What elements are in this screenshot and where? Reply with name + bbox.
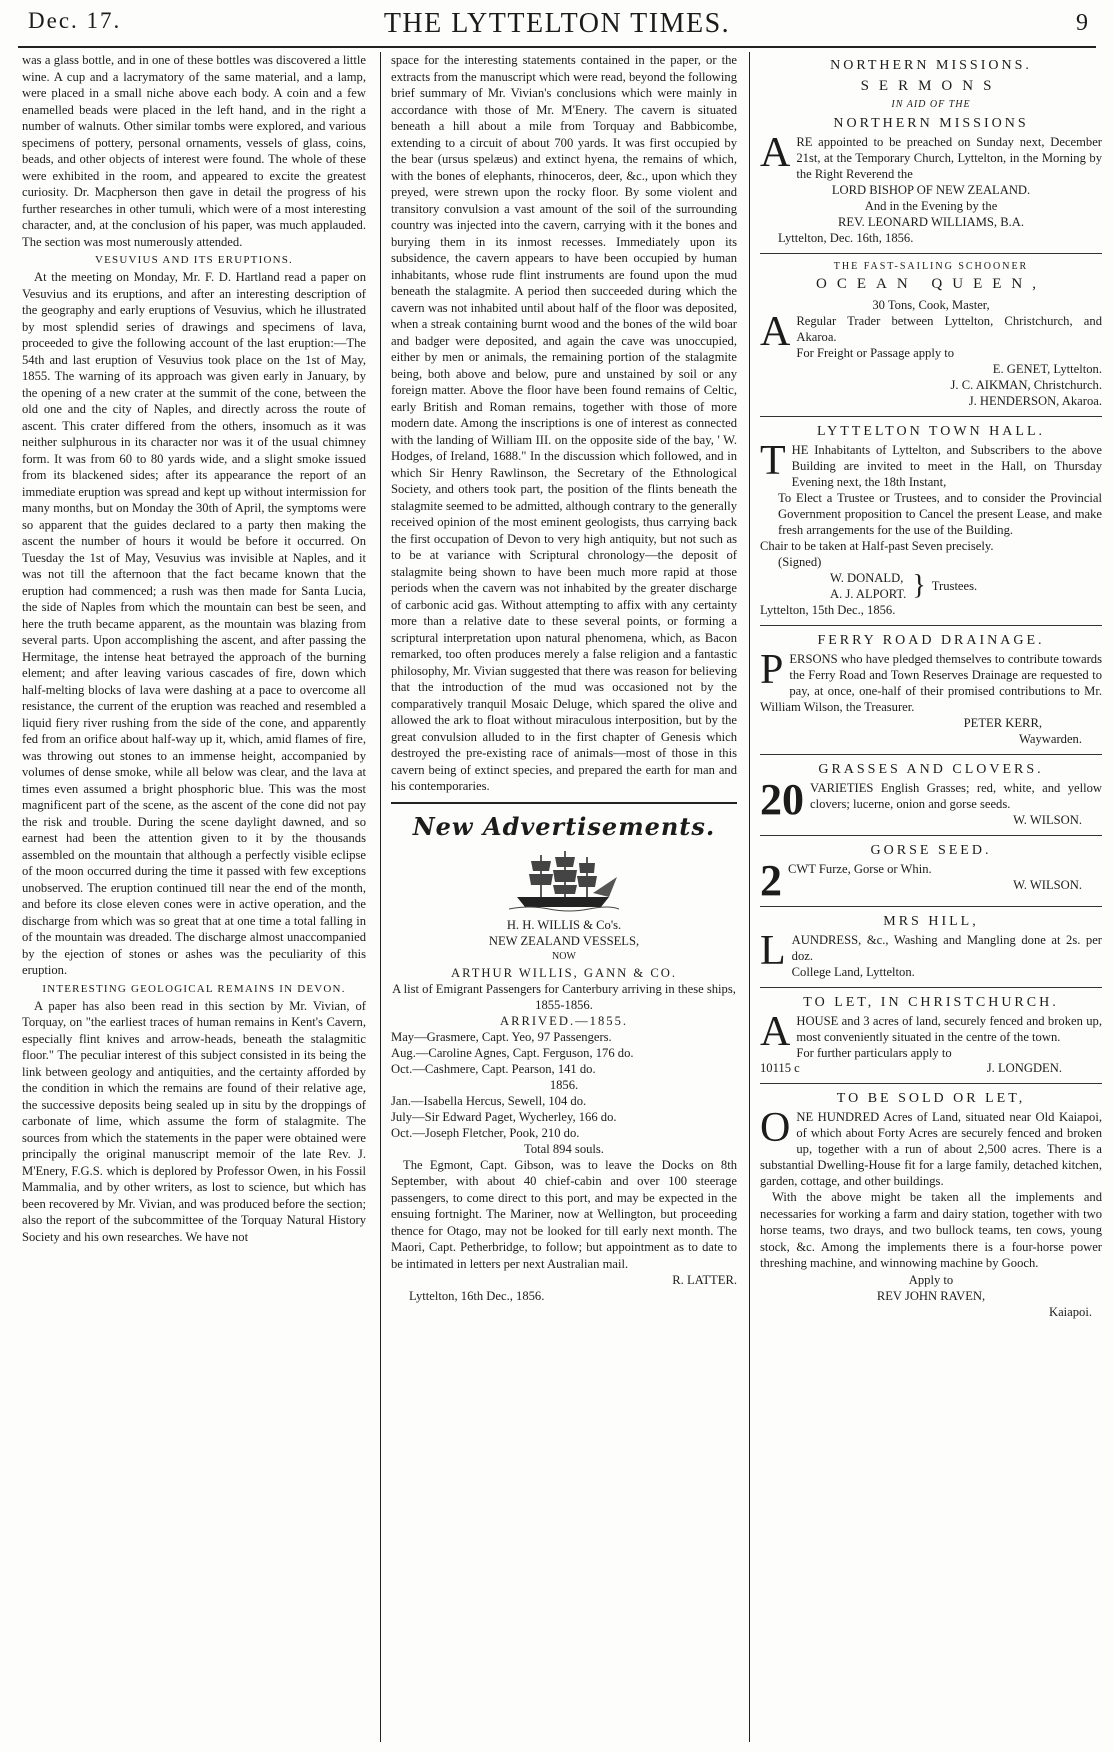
ferry-road-body: ERSONS who have pledged themselves to contribute towards the Ferry Road and Town Reserves Drainage are requested to pay, at once, one-half of their promised contributions to Mr. William Wilson, the Treasurer. xyxy=(760,652,1102,714)
to-be-sold-body: NE HUNDRED Acres of Land, situated near Old Kaiapoi, of which about Forty Acres are securely fenced and broken up, together with a run of about 2,500 acres. There is a substantial Dwelling-House fit for a large family, detached kitchen, garden, cottage, and other buildings. xyxy=(760,1110,1102,1188)
grasses-signer: W. WILSON. xyxy=(1013,813,1082,827)
new-advertisements-heading: New Advertisements. xyxy=(412,811,716,841)
grasses-heading: GRASSES AND CLOVERS. xyxy=(818,762,1044,777)
advert-divider xyxy=(760,835,1102,836)
drop-cap: A xyxy=(760,130,791,176)
missions-evening: And in the Evening by the xyxy=(864,199,998,213)
column-1 xyxy=(22,52,366,1742)
year-heading: 1856. xyxy=(549,1077,579,1092)
agent-genet: E. GENET, Lyttelton. xyxy=(992,362,1102,376)
arrival-row: May—Grasmere, Capt. Yeo, 97 Passengers. xyxy=(391,1029,612,1044)
gorse-heading: GORSE SEED. xyxy=(870,843,992,858)
willis-line-2: NEW ZEALAND VESSELS, xyxy=(488,933,640,948)
schooner-label: THE FAST-SAILING SCHOONER xyxy=(833,261,1029,272)
schooner-name: OCEAN QUEEN, xyxy=(816,276,1046,292)
to-be-sold-implements: With the above might be taken all the implements and necessaries for working a farm and dairy station, together with two horse teams, two drays, and two bullock teams, ten cows, young stock, &c. Among the implements there is a four-horse power threshing machine, and winnowing machine by Gooch. xyxy=(760,1190,1102,1270)
advert-divider xyxy=(760,1083,1102,1084)
to-let-footer xyxy=(760,1061,1102,1076)
to-let-apply: For further particulars apply to xyxy=(796,1046,952,1060)
gorse-body: CWT Furze, Gorse or Whin. xyxy=(788,862,932,876)
to-let-heading: TO LET, IN CHRISTCHURCH. xyxy=(803,995,1059,1010)
masthead xyxy=(0,0,1114,48)
missions-date: Lyttelton, Dec. 16th, 1856. xyxy=(778,231,914,245)
town-hall-body: HE Inhabitants of Lyttelton, and Subscribers to the above Building are invited to meet in the Hall, on Thursday Evening next, the 18th Instant, xyxy=(791,443,1102,489)
arrival-row: Aug.—Caroline Agnes, Capt. Ferguson, 176 do. xyxy=(391,1045,634,1060)
ferry-road-heading: FERRY ROAD DRAINAGE. xyxy=(817,633,1045,648)
brace-icon: } xyxy=(912,570,926,601)
drop-cap: A xyxy=(760,1009,791,1055)
headline-devon: INTERESTING GEOLOGICAL REMAINS IN DEVON. xyxy=(42,982,346,995)
advert-to-be-sold xyxy=(760,1091,1102,1320)
to-be-sold-place: Kaiapoi. xyxy=(1048,1304,1092,1319)
article-devon: A paper has also been read in this section by Mr. Vivian, of Torquay, on "the earliest traces of human remains in Kent's Cavern, especially flint knives and arrow-heads, beneath the stalagmitic floor." The peculiar interest of this subject consisted in its being the link between geology and antiquities, and the certainty afforded by the condition in which the remains are found of their relative age, the successive deposits being sealed up in situ by the droppings of carbonate of lime, which assume the form of stalagmite. The sources from which the statements in the paper were obtained were principally the original manuscript memoir of the late Rev. J. M'Enery, F.G.S. which is deplored by Professor Owen, in his Fossil Mammalia, and by other writers, as lost to science, but which has been recovered by Mr. Vivian, and was produced before the section; also the report of the subcommittee of the Torquay Natural History Society and his own researches. We have not xyxy=(22,998,366,1244)
advert-divider xyxy=(760,253,1102,254)
sermons-heading: SERMONS xyxy=(860,78,1002,94)
advert-reference: 10115 c xyxy=(760,1061,800,1075)
schooner-tonnage: 30 Tons, Cook, Master, xyxy=(872,298,990,312)
missions-bishop: LORD BISHOP OF NEW ZEALAND. xyxy=(831,183,1031,197)
missions-header: NORTHERN MISSIONS. xyxy=(830,58,1032,73)
willis-list-intro: A list of Emigrant Passengers for Canterbury arriving in these ships, 1855-1856. xyxy=(392,981,736,1012)
trustee-donald: W. DONALD, xyxy=(830,571,904,585)
advert-divider xyxy=(760,754,1102,755)
willis-dateline: Lyttelton, 16th Dec., 1856. xyxy=(409,1289,545,1303)
article-vesuvius: At the meeting on Monday, Mr. F. D. Hartland read a paper on Vesuvius and its eruptions, and after an interesting description of the geography and early eruptions of Vesuvius, which he illustrated by most splendid series of drawings and specimens of lava, proceeded to give the following account of the last eruption:—The 54th and last eruption of Vesuvius took place on the 1st of May, 1855. The warning of its approach was given early in January, by the opening of a new crater at the summit of the cone, between the old one and the city of Naples, and directly across the route of ascent. This crater differed from the others, insomuch as it was neither sulphurous in its character nor was it of the usual chimney form. It was from 60 to 80 yards wide, and a slight smoke issued from its blackened sides; after its appearance the report of an immediate eruption was spread and kept up without intermission for many months, but on Monday the 30th of April, the symptoms were so apparent that the guides declared to a party then making the ascent the number of hours it would be before it occurred. On Tuesday the 1st of May, Vesuvius was invisible at Naples, and it was not till the afternoon that the fact became known that the eruption had commenced; a rush was then made for Santa Lucia, the side of Naples from which the mountain can best be seen, and here the truth became apparent, as the mountain was blazing from several parts. Upon accomplishing the ascent, and after passing the Hermitage, the intense heat betrayed the approach of the burning element; and after leaving various cascades of fire, down which half-melting blocks of lava were dashing at a pace to overcome all resistance, the current of the eruption was reached and resembled a liquid fiery river rushing from the side of the cone, and apparently fed from an orifice about half-way up it, which, amid flames of fire, was throwing out stones to an immense height, accompanied by volumes of dense smoke, while all below was clear, and the lava at times even assumed a bright phosphoric blue. This was the most magnificent part of the scene, as the ascent of the cone did not pay the risk and trouble. During the scene daylight dawned, and so earnest had been the attention given to it by the thousands assembled on the mountain that although a perfectly visible eclipse of the moon occurred during the time it passed with few exceptions unobserved. The eruption continued till near the end of the month, and before its close eleven cones were in active operation, and the discharge from which was so great that at one time a total falling in of the mountain was dreaded. The discharge almost unaccompanied by the ejection of stones or ashes was the peculiarity of this eruption. xyxy=(22,270,366,977)
article-devon-continued: space for the interesting statements contained in the paper, or the extracts from the manuscript which were read, beyond the following brief summary of Mr. Vivian's conclusions which were mainly in accordance with those of Mr. M'Enery. The cavern is situated beneath a hill about a mile from Torquay and Babbicombe, extending to a circuit of about 700 yards. It was first occupied by the bear (ursus spelæus) and extinct hyena, the remains of which, with the bones of elephants, rhinoceros, deer, &c., upon which they preyed, were strewn upon the rocky floor. By some violent and transitory convulsion a vast amount of the soil of the surrounding country was injected into the cavern, carrying with it the bones and burying them in its inmost recesses. Immediately upon its subsidence, the cavern appears to have been occupied by human inhabitants, whose rude flint instruments are found upon the mud beneath the stalagmite. A period then succeeded during which the cavern was not inhabited until about half of the floor was deposited, when a streak containing burnt wood and the bones of the wild boar and badger were deposited, and again the cave was unoccupied, either by men or animals, the remaining portion of the stalagmite being, both above and below, pure and unstained by soil or any foreign matter. Above the floor have been found remains of Celtic, early British and Roman remains, together with those of more modern date. Among the inscriptions is one of interest as connected with the landing of William III. on the opposite side of the bay, ' W. Hodges, of Ireland, 1688." In the discussion which followed, and in which Sir Henry Rawlinson, the Secretary of the Ethnological Society, and others took part, the position of the flints beneath the stalagmite seemed to be admitted, although contrary to the generally received opinion of the most eminent geologists, thus carrying back the first occupation of Devon to very high antiquity, but not such as to be at variance with Scriptural chronology—the deposit of stalagmite being shown to have been much more rapid at those periods when the cavern was not inhabited by the greater discharge of carbonic acid gas. Without attempting to affix with any certainty more than a relative date to these several points, or forming a scriptural interpretation upon natural phenomena, which, as Bacon remarked, too often produces merely a false religion and a fantastic philosophy, Mr. Vivian suggested that there was reason for believing that the introduction of the mud was occasioned not by the comparatively tranquil Mosaic Deluge, which spared the olive and allowed the ark to float without miraculous interposition, but by the great convulsion alluded to in the first chapter of Genesis which destroyed the pre-existing race of animals—most of those in this cavern being of extinct species, and prepared the earth for man and his contemporaries. xyxy=(391,53,737,793)
to-be-sold-signer: REV JOHN RAVEN, xyxy=(876,1288,986,1303)
drop-cap: O xyxy=(760,1105,791,1151)
arrival-row: Jan.—Isabella Hercus, Sewell, 104 do. xyxy=(391,1093,587,1108)
mrs-hill-address: College Land, Lyttelton. xyxy=(791,965,915,979)
section-divider xyxy=(391,802,737,804)
in-aid-label: IN AID OF THE xyxy=(891,99,971,110)
advert-northern-missions xyxy=(760,58,1102,246)
article-tombs-continued: was a glass bottle, and in one of these bottles was discovered a little wine. A cup and a lacrymatory of the same material, and a lamp, were placed in a small niche above each body. A coin and a few enamelled beads were placed in the left hand, and in the right a number of walnuts. Other similar tombs were explored, and various specimens of pottery, personal ornaments, vessels of glass, coins, beads, and other objects of interest were found. The whole of these were exhibited in the room, and appeared to excite the greatest curiosity. Dr. Macpherson then gave in detail the progress of his further researches in other tumuli, which were of a most interesting character, and, at the conclusion of his paper, was much applauded. The section was most numerously attended. xyxy=(22,53,366,249)
mrs-hill-heading: MRS HILL, xyxy=(883,914,979,929)
trustees-label: Trustees. xyxy=(931,579,978,593)
drop-cap: P xyxy=(760,647,784,693)
arrival-row: July—Sir Edward Paget, Wycherley, 166 do. xyxy=(391,1109,617,1124)
advert-divider xyxy=(760,906,1102,907)
advert-grasses xyxy=(760,762,1102,828)
town-hall-date: Lyttelton, 15th Dec., 1856. xyxy=(760,603,896,617)
advert-ferry-road xyxy=(760,633,1102,747)
page-number: 9 xyxy=(1076,10,1088,36)
to-be-sold-apply: Apply to xyxy=(908,1272,954,1287)
advert-gorse xyxy=(760,843,1102,905)
sailing-ship-icon xyxy=(509,847,619,913)
schooner-apply: For Freight or Passage apply to xyxy=(796,346,955,360)
advert-divider xyxy=(760,416,1102,417)
town-hall-purpose: To Elect a Trustee or Trustees, and to consider the Provincial Government proposition to Cancel the present Lease, and make fresh arrangements for the use of the Building. xyxy=(778,491,1102,537)
drop-cap: T xyxy=(760,438,786,484)
missions-reverend: REV. LEONARD WILLIAMS, B.A. xyxy=(838,215,1024,229)
gorse-signer: W. WILSON. xyxy=(1013,878,1082,892)
arrival-row: Oct.—Cashmere, Capt. Pearson, 141 do. xyxy=(391,1061,596,1076)
advert-mrs-hill xyxy=(760,914,1102,980)
willis-line-1: H. H. WILLIS & Co's. xyxy=(506,917,622,932)
grasses-body: VARIETIES English Grasses; red, white, and yellow clovers; lucerne, onion and gorse seeds. xyxy=(810,781,1102,811)
trustees-block xyxy=(760,570,1102,602)
arrival-row: Oct.—Joseph Fletcher, Pook, 210 do. xyxy=(391,1125,580,1140)
column-rule-2 xyxy=(749,52,750,1742)
agent-aikman: J. C. AIKMAN, Christchurch. xyxy=(950,378,1102,392)
arrival-total: Total 894 souls. xyxy=(524,1141,604,1156)
advert-ocean-queen xyxy=(760,261,1102,409)
to-let-signer: J. LONGDEN. xyxy=(986,1061,1062,1075)
arrived-heading: ARRIVED.—1855. xyxy=(499,1013,629,1028)
mrs-hill-body: AUNDRESS, &c., Washing and Mangling done at 2s. per doz. xyxy=(791,933,1102,963)
newspaper-title: THE LYTTELTON TIMES. xyxy=(383,8,731,39)
headline-vesuvius: VESUVIUS AND ITS ERUPTIONS. xyxy=(94,254,294,266)
willis-signer: R. LATTER. xyxy=(672,1273,737,1287)
drop-cap: L xyxy=(760,928,786,974)
advert-divider xyxy=(760,625,1102,626)
missions-body: RE appointed to be preached on Sunday next, December 21st, at the Temporary Church, Lyttelton, in the Morning by the Right Reverend the xyxy=(796,135,1102,181)
drop-number: 20 xyxy=(760,775,804,824)
willis-line-3: NOW xyxy=(552,950,576,962)
column-rule-1 xyxy=(380,52,381,1742)
ferry-signer: PETER KERR, xyxy=(963,716,1042,730)
ferry-signer-title: Waywarden. xyxy=(1019,732,1082,746)
issue-date: Dec. 17. xyxy=(28,8,122,33)
column-2 xyxy=(391,52,737,1742)
masthead-rule xyxy=(18,46,1096,48)
signed-label: (Signed) xyxy=(778,555,822,569)
to-be-sold-heading: TO BE SOLD OR LET, xyxy=(836,1091,1026,1106)
drop-number: 2 xyxy=(760,856,782,905)
to-let-body: HOUSE and 3 acres of land, securely fenced and broken up, most conveniently situated in the centre of the town. xyxy=(796,1014,1102,1044)
willis-firm: ARTHUR WILLIS, GANN & CO. xyxy=(450,965,678,980)
advert-willis xyxy=(391,847,737,1305)
schooner-body: Regular Trader between Lyttelton, Christchurch, and Akaroa. xyxy=(796,314,1102,344)
advert-divider xyxy=(760,987,1102,988)
town-hall-time: Chair to be taken at Half-past Seven precisely. xyxy=(760,539,994,553)
trustee-alport: A. J. ALPORT. xyxy=(830,587,907,601)
drop-cap: A xyxy=(760,309,791,355)
agent-henderson: J. HENDERSON, Akaroa. xyxy=(968,394,1102,408)
willis-body: The Egmont, Capt. Gibson, was to leave the Docks on 8th September, with about 40 chief-cabin and over 100 steerage passengers, to come direct to this port, and may be expected in the ensuing fortnight. The Mariner, now at Wellington, but proceeding thence for Otago, may not be looked for till early next month. The Maori, Capt. Petherbridge, to follow; but appointment as to date to be intimated in letters per next Australian mail. xyxy=(391,1157,737,1271)
advert-town-hall xyxy=(760,424,1102,618)
advert-to-let xyxy=(760,995,1102,1076)
column-3 xyxy=(760,52,1102,1742)
missions-subheading: NORTHERN MISSIONS xyxy=(833,116,1029,131)
town-hall-heading: LYTTELTON TOWN HALL. xyxy=(816,424,1045,439)
